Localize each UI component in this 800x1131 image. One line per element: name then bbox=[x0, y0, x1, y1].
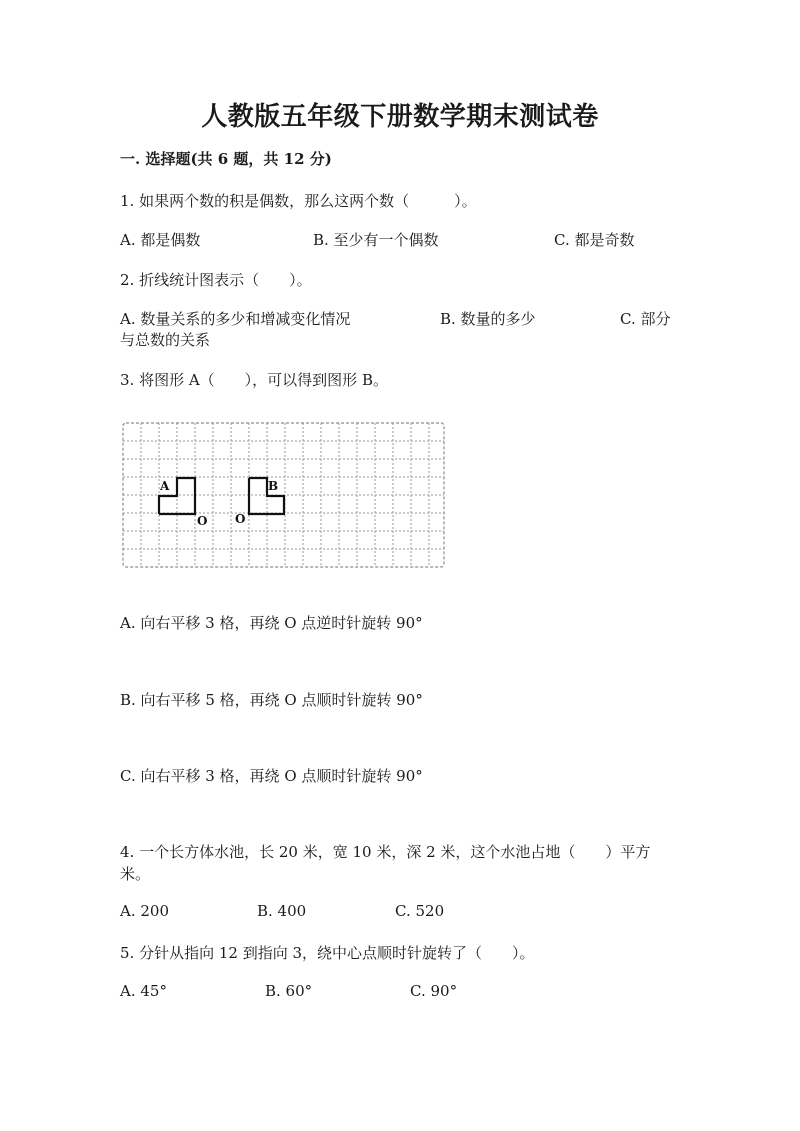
question-4-stem: 4. 一个长方体水池，长 20 米，宽 10 米，深 2 米，这个水池占地（ ）平方米。 bbox=[120, 843, 651, 883]
grid-figure bbox=[122, 422, 448, 572]
question-2-stem: 2. 折线统计图表示（ ）。 bbox=[120, 271, 312, 289]
question-5-stem: 5. 分针从指向 12 到指向 3，绕中心点顺时针旋转了（ ）。 bbox=[120, 944, 535, 962]
center-label-1: O bbox=[197, 514, 208, 528]
question-2-option-a: A. 数量关系的多少和增减变化情况 bbox=[120, 310, 351, 328]
section-heading: 一. 选择题(共 6 题，共 12 分) bbox=[120, 150, 332, 168]
question-5-option-c: C. 90° bbox=[410, 982, 458, 1000]
shape-a-label: A bbox=[160, 479, 170, 493]
question-1-option-c: C. 都是奇数 bbox=[554, 231, 635, 249]
question-4-option-b: B. 400 bbox=[257, 902, 307, 920]
question-3-stem: 3. 将图形 A（ ），可以得到图形 B。 bbox=[120, 371, 388, 389]
question-4-option-c: C. 520 bbox=[395, 902, 445, 920]
question-3-option-b: B. 向右平移 5 格，再绕 O 点顺时针旋转 90° bbox=[120, 691, 423, 709]
question-1-stem: 1. 如果两个数的积是偶数，那么这两个数（ ）。 bbox=[120, 192, 477, 210]
question-1-option-b: B. 至少有一个偶数 bbox=[313, 231, 439, 249]
question-2-option-c-continued: 与总数的关系 bbox=[120, 331, 211, 349]
question-1-option-a: A. 都是偶数 bbox=[120, 231, 201, 249]
page-title: 人教版五年级下册数学期末测试卷 bbox=[201, 102, 599, 132]
question-5-option-a: A. 45° bbox=[120, 982, 167, 1000]
question-3-option-a: A. 向右平移 3 格，再绕 O 点逆时针旋转 90° bbox=[120, 614, 423, 632]
shape-b-label: B bbox=[268, 479, 279, 493]
question-2-option-c: C. 部分 bbox=[620, 310, 671, 328]
question-3-option-c: C. 向右平移 3 格，再绕 O 点顺时针旋转 90° bbox=[120, 767, 423, 785]
question-2-option-b: B. 数量的多少 bbox=[440, 310, 536, 328]
question-4-option-a: A. 200 bbox=[120, 902, 169, 920]
question-5-option-b: B. 60° bbox=[265, 982, 313, 1000]
center-label-2: O bbox=[235, 512, 246, 526]
